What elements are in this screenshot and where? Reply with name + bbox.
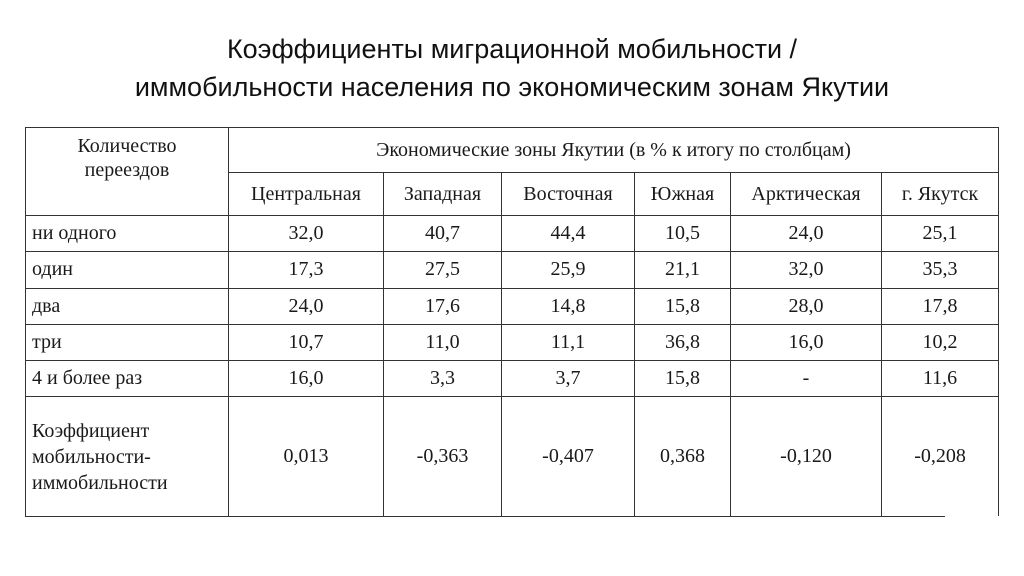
coefficient-cell: -0,363 <box>384 397 502 517</box>
table-row <box>26 216 999 252</box>
row-label: три <box>26 324 229 360</box>
corner-header-cell <box>26 128 229 216</box>
table-cell: 44,4 <box>502 216 635 252</box>
table-cell: 16,0 <box>229 361 384 397</box>
row-label: ни одного <box>26 216 229 252</box>
column-header-arctic: Арктическая <box>731 173 882 216</box>
table-cell: 11,1 <box>502 324 635 360</box>
table-cell: 21,1 <box>635 252 731 288</box>
column-header-southern: Южная <box>635 173 731 216</box>
coefficient-cell: -0,208 <box>882 397 999 517</box>
table-cell: 17,8 <box>882 288 999 324</box>
column-header-eastern: Восточная <box>502 173 635 216</box>
coefficient-label-line-2: мобильности- <box>32 445 151 468</box>
corner-header-line-2: переездов <box>84 159 170 181</box>
zones-group-header: Экономические зоны Якутии (в % к итогу по столбцам) <box>229 128 999 173</box>
column-header-western: Западная <box>384 173 502 216</box>
table-cell: 11,6 <box>882 361 999 397</box>
coefficient-cell: -0,407 <box>502 397 635 517</box>
row-label: 4 и более раз <box>26 361 229 397</box>
mobility-table <box>25 127 999 517</box>
column-header-yakutsk: г. Якутск <box>882 173 999 216</box>
slide-title <box>0 30 1024 106</box>
row-label: один <box>26 252 229 288</box>
table-cell: 40,7 <box>384 216 502 252</box>
table-cell: 16,0 <box>731 324 882 360</box>
table-cell: 32,0 <box>229 216 384 252</box>
table-container <box>25 127 998 517</box>
table-cell: 14,8 <box>502 288 635 324</box>
table-cell: 10,5 <box>635 216 731 252</box>
table-row <box>26 252 999 288</box>
table-header-row-1 <box>26 128 999 173</box>
table-cell: 36,8 <box>635 324 731 360</box>
table-cell: 10,2 <box>882 324 999 360</box>
table-row <box>26 324 999 360</box>
table-cell: 35,3 <box>882 252 999 288</box>
table-cell: 3,7 <box>502 361 635 397</box>
coefficient-label-line-1: Коэффициент <box>32 419 150 442</box>
table-cell: 3,3 <box>384 361 502 397</box>
title-line-1: Коэффициенты миграционной мобильности / <box>226 34 798 64</box>
table-row <box>26 288 999 324</box>
table-cell: 10,7 <box>229 324 384 360</box>
table-cell: 28,0 <box>731 288 882 324</box>
table-cell: 17,6 <box>384 288 502 324</box>
table-cell: 17,3 <box>229 252 384 288</box>
table-cell: 24,0 <box>229 288 384 324</box>
column-header-central: Центральная <box>229 173 384 216</box>
table-cell: 25,1 <box>882 216 999 252</box>
table-cell: 15,8 <box>635 361 731 397</box>
table-cell: 24,0 <box>731 216 882 252</box>
coefficient-row-label <box>26 397 229 517</box>
scan-edge-mask <box>945 516 1000 522</box>
table-cell: 27,5 <box>384 252 502 288</box>
coefficient-cell: -0,120 <box>731 397 882 517</box>
coefficient-label-line-3: иммобильности <box>32 471 168 494</box>
table-cell: 15,8 <box>635 288 731 324</box>
title-line-2: иммобильности населения по экономическим зонам Якутии <box>134 72 890 102</box>
coefficient-row <box>26 397 999 517</box>
table-row <box>26 361 999 397</box>
coefficient-cell: 0,368 <box>635 397 731 517</box>
table-cell: 25,9 <box>502 252 635 288</box>
coefficient-cell: 0,013 <box>229 397 384 517</box>
row-label: два <box>26 288 229 324</box>
corner-header-line-1: Количество <box>77 135 177 157</box>
table-cell: - <box>731 361 882 397</box>
table-cell: 11,0 <box>384 324 502 360</box>
table-cell: 32,0 <box>731 252 882 288</box>
